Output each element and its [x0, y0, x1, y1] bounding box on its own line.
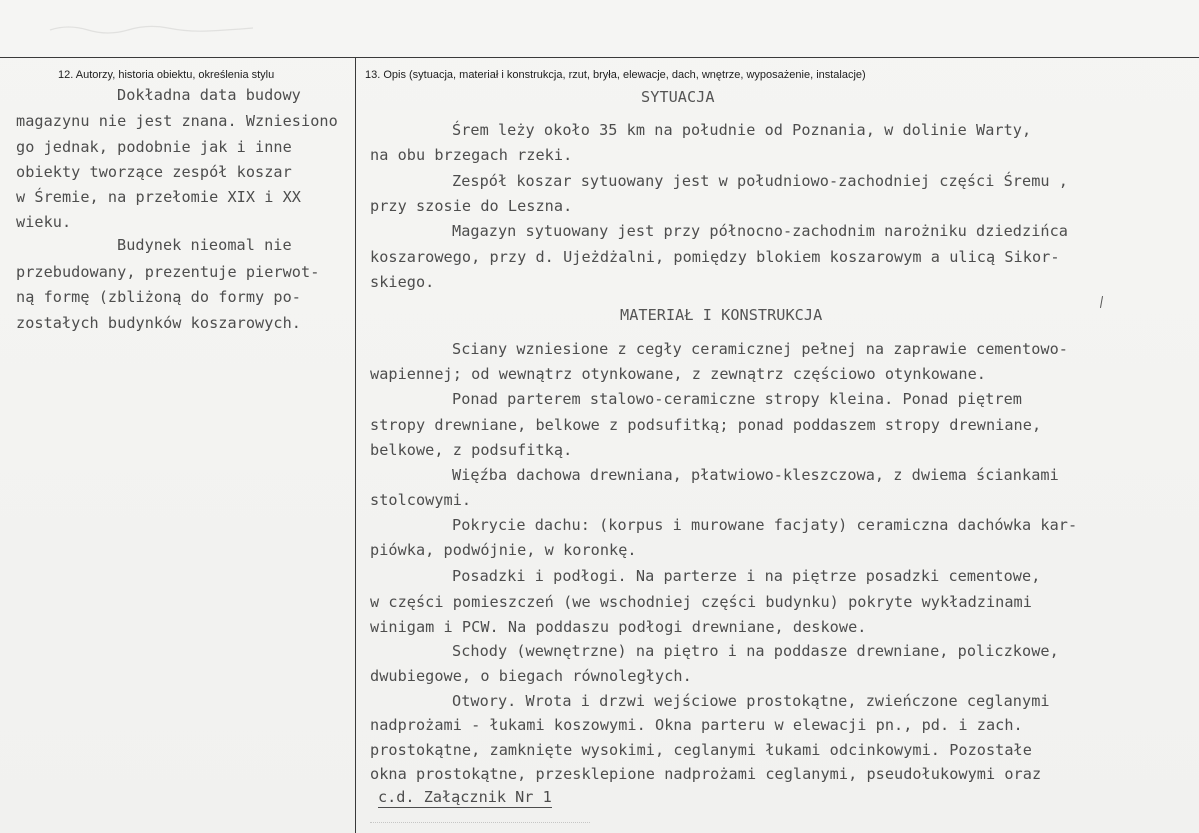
right-line: Pokrycie dachu: (korpus i murowane facjaty) ceramiczna dachówka kar- [452, 516, 1078, 534]
right-line: Magazyn sytuowany jest przy północno-zachodnim narożniku dziedzińca [452, 222, 1068, 240]
right-line: winigam i PCW. Na poddaszu podłogi drewniane, deskowe. [370, 618, 867, 636]
right-line: belkowe, z podsufitką. [370, 441, 573, 459]
right-line: na obu brzegach rzeki. [370, 146, 573, 164]
faint-handwriting [48, 22, 258, 36]
right-line: dwubiegowe, o biegach równoległych. [370, 667, 692, 685]
right-line: Zespół koszar sytuowany jest w południowo-zachodniej części Śremu , [452, 172, 1068, 190]
pen-mark [1100, 296, 1103, 308]
top-rule [0, 57, 1199, 58]
right-line: Schody (wewnętrzne) na piętro i na poddasze drewniane, policzkowe, [452, 642, 1059, 660]
right-line: Więźba dachowa drewniana, płatwiowo-kleszczowa, z dwiema ściankami [452, 466, 1059, 484]
right-line: prostokątne, zamknięte wysokimi, ceglanymi łukami odcinkowymi. Pozostałe [370, 741, 1032, 759]
left-line: w Śremie, na przełomie XIX i XX [16, 188, 302, 206]
left-line: przebudowany, prezentuje pierwot- [16, 263, 320, 281]
left-line: wieku. [16, 213, 72, 231]
left-line: Dokładna data budowy [117, 86, 301, 104]
right-line: Śrem leży około 35 km na południe od Poznania, w dolinie Warty, [452, 121, 1032, 139]
right-line: Posadzki i podłogi. Na parterze i na piętrze posadzki cementowe, [452, 567, 1041, 585]
right-line: skiego. [370, 273, 435, 291]
left-line: obiekty tworzące zespół koszar [16, 163, 292, 181]
left-line: zostałych budynków koszarowych. [16, 314, 302, 332]
right-line: przy szosie do Leszna. [370, 197, 573, 215]
heading-sytuacja: SYTUACJA [641, 88, 715, 106]
right-line: nadprożami - łukami koszowymi. Okna parteru w elewacji pn., pd. i zach. [370, 716, 1023, 734]
bottom-dotted-line [370, 822, 590, 826]
right-line: stropy drewniane, belkowe z podsufitką; ponad poddaszem stropy drewniane, [370, 416, 1042, 434]
left-line: magazynu nie jest znana. Wzniesiono [16, 112, 338, 130]
right-line: wapiennej; od wewnątrz otynkowane, z zewnątrz częściowo otynkowane. [370, 365, 986, 383]
section-12-header: 12. Autorzy, historia obiektu, określenia stylu [58, 69, 275, 81]
left-line: go jednak, podobnie jak i inne [16, 138, 292, 156]
right-line: Ponad parterem stalowo-ceramiczne stropy kleina. Ponad piętrem [452, 390, 1023, 408]
left-line: Budynek nieomal nie [117, 236, 292, 254]
right-line: stolcowymi. [370, 491, 472, 509]
right-line: okna prostokątne, przesklepione nadprożami ceglanymi, pseudołukowymi oraz [370, 765, 1042, 783]
column-divider [355, 57, 356, 833]
left-line: ną formę (zbliżoną do formy po- [16, 288, 302, 306]
right-line: koszarowego, przy d. Ujeżdżalni, pomiędzy blokiem koszarowym a ulicą Sikor- [370, 248, 1060, 266]
right-line: Sciany wzniesione z cegły ceramicznej pełnej na zaprawie cementowo- [452, 340, 1068, 358]
right-line: Otwory. Wrota i drzwi wejściowe prostokątne, zwieńczone ceglanymi [452, 692, 1050, 710]
right-line: piówka, podwójnie, w koronkę. [370, 541, 637, 559]
continuation-note: c.d. Załącznik Nr 1 [378, 788, 552, 806]
section-13-header: 13. Opis (sytuacja, materiał i konstrukcja, rzut, bryła, elewacje, dach, wnętrze, wyposażenie, instalacje) [365, 69, 866, 81]
right-line: w części pomieszczeń (we wschodniej części budynku) pokryte wykładzinami [370, 593, 1032, 611]
heading-material: MATERIAŁ I KONSTRUKCJA [620, 306, 823, 324]
